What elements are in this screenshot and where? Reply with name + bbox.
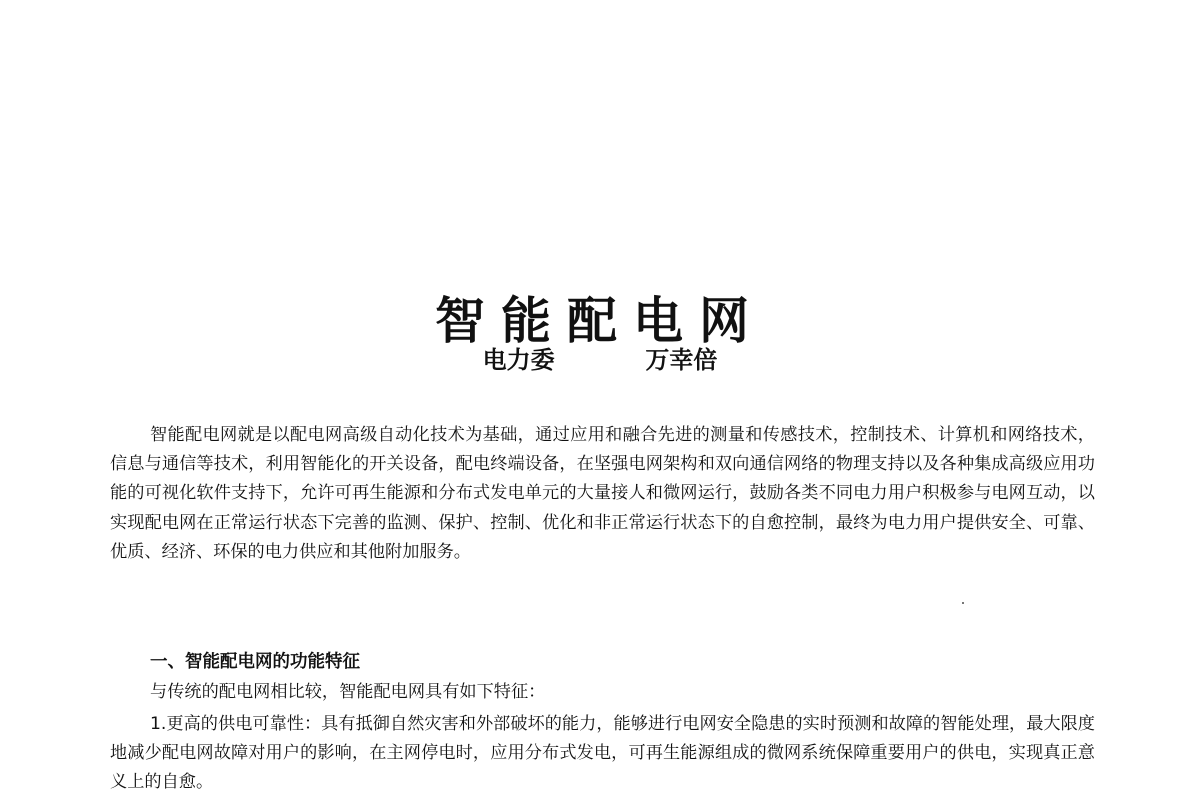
document-title: 智能配电网 [435,290,765,350]
section-heading: 一、智能配电网的功能特征 [150,652,360,672]
author-line [0,340,1200,380]
section-intro: 与传统的配电网相比较，智能配电网具有如下特征： [150,682,546,702]
feature-point-1: 1.更高的供电可靠性：具有抵御自然灾害和外部破坏的能力，能够进行电网安全隐患的实时预测和故障的智能处理，最大限度地减少配电网故障对用户的影响，在主网停电时，应用分布式发电，可再生能源组成的微网系统保障重要用户的供电，实现真正意义上的自愈。 [110,714,1095,793]
author-2: 万幸倍 [645,345,718,374]
abstract-paragraph: 智能配电网就是以配电网高级自动化技术为基础，通过应用和融合先进的测量和传感技术，控制技术、计算机和网络技术，信息与通信等技术，利用智能化的开关设备，配电终端设备，在坚强电网架构和双向通信网络的物理支持以及各种集成高级应用功能的可视化软件支持下，允许可再生能源和分布式发电单元的大量接人和微网运行，鼓励各类不同电力用户积极参与电网互动，以实现配电网在正常运行状态下完善的监测、保护、控制、优化和非正常运行状态下的自愈控制，最终为电力用户提供安全、可靠、优质、经济、环保的电力供应和其他附加服务。 [110,425,1095,562]
author-1: 电力委 [482,345,555,374]
scan-dot [962,602,964,604]
